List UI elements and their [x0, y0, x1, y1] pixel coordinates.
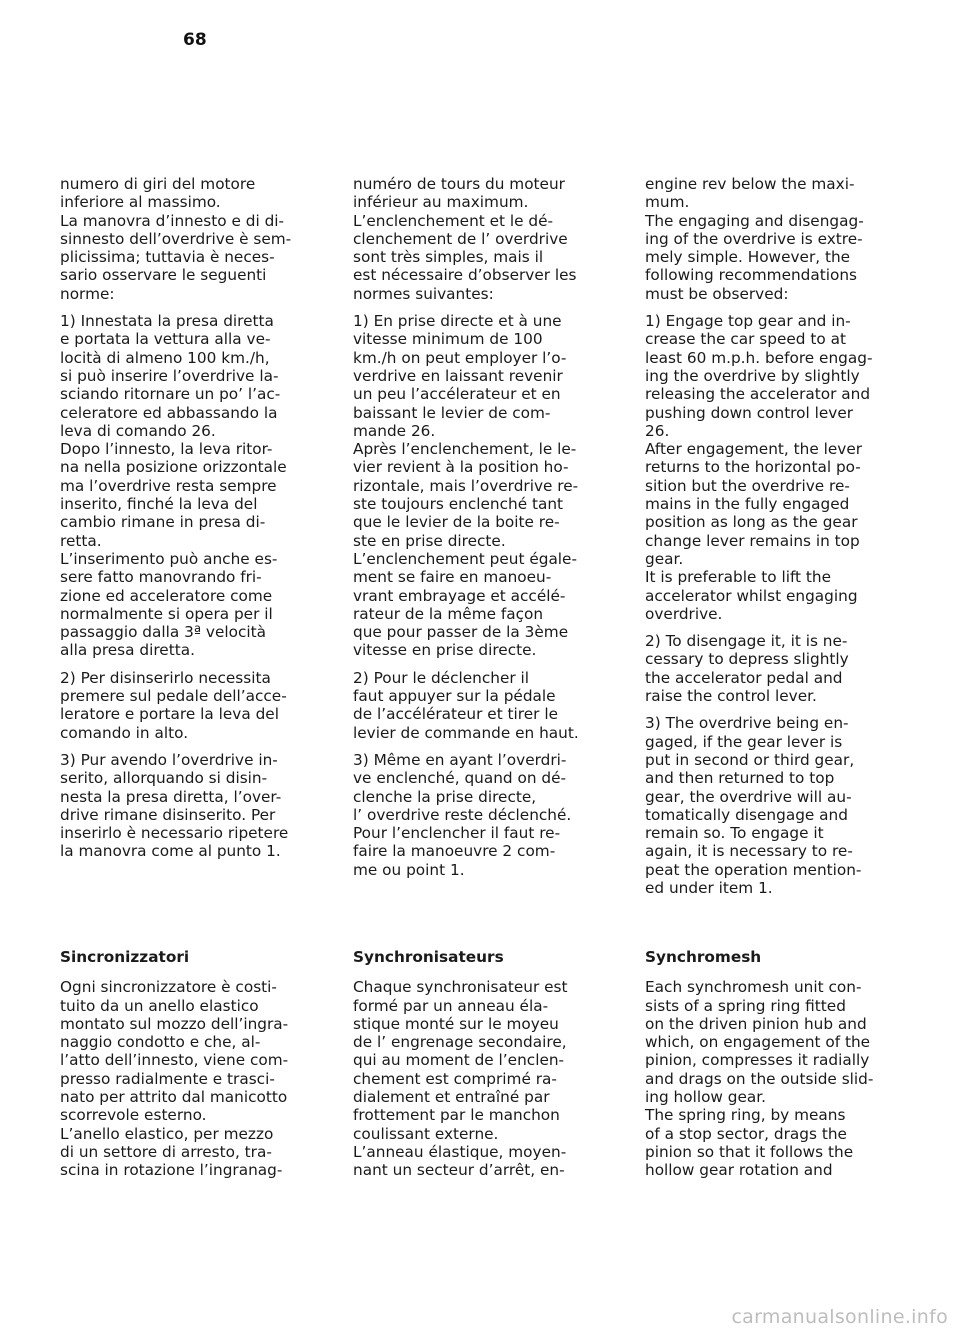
paragraph: 1) En prise directe et à une vitesse minimum de 100 km./h on peut employer l’o- verdrive en laissant revenir un peu l’accélerateur et en baissant le levier de com- mande 26. Après l’enclenchement, le le- vier revient à la position ho- rizontale, mais l’overdrive re- ste toujours enclenché tant que le levier de la boite re- ste en prise directe. L’enclenchement peut égale- ment se faire en manoeu- vrant embrayage et accélé- rateur de la même façon que pour passer de la 3ème vitesse en prise directe. — [353, 312, 579, 660]
paragraph: 3) The overdrive being en- gaged, if the gear lever is put in second or third gear, and then returned to top gear, the overdrive will au- tomatically disengage and remain so. To engage it again, it is necessary to re- peat the operation mention- ed under item 1. — [645, 714, 862, 897]
section-heading: Synchronisateurs — [353, 948, 504, 966]
section-text: Each synchromesh unit con- sists of a spring ring fitted on the driven pinion hub and which, on engagement of the pinion, compresses it radially and drags on the outside slid- ing hollow gear. The spring ring, by means of a stop sector, drags the pinion so that it follows the hollow gear rotation and — [645, 978, 874, 1180]
paragraph: 3) Même en ayant l’overdri- ve enclenché, quand on dé- clenche la prise directe, l’ overdrive reste déclenché. Pour l’enclencher il faut re- faire la manoeuvre 2 com- me ou point 1. — [353, 750, 572, 879]
paragraph: 3) Pur avendo l’overdrive in- serito, allorquando si disin- nesta la presa diretta, l’over- drive rimane disinserito. Per inserirlo è necessario ripetere la manovra come al punto 1. — [60, 750, 289, 861]
paragraph: numero di giri del motore inferiore al massimo. La manovra d’innesto e di di- sinnesto dell’overdrive è sem- plicissima; tuttavia è neces- sario osservare le seguenti norme: — [60, 175, 292, 303]
section-french — [353, 948, 615, 1180]
paragraph: 2) Pour le déclencher il faut appuyer sur la pédale de l’accélérateur et tirer le levier de commande en haut. — [353, 668, 579, 742]
paragraph: engine rev below the maxi- mum. The engaging and disengag- ing of the overdrive is extre- mely simple. However, the following recommendations must be observed: — [645, 175, 864, 303]
paragraph: 1) Innestata la presa diretta e portata la vettura alla ve- locità di almeno 100 km./h, si può inserire l’overdrive la- sciando ritornare un po’ l’ac- celeratore ed abbassando la leva di comando 26. Dopo l’innesto, la leva ritor- na nella posizione orizzontale ma l’overdrive resta sempre inserito, finché la leva del cambio rimane in presa di- retta. L’inserimento può anche es- sere fatto manovrando fri- zione ed acceleratore come normalmente si opera per il passaggio dalla 3ª velocità alla presa diretta. — [60, 312, 287, 660]
section-heading: Synchromesh — [645, 948, 762, 966]
section-text: Chaque synchronisateur est formé par un anneau éla- stique monté sur le moyeu de l’ engrenage secondaire, qui au moment de l’enclen- chement est comprimé ra- dialement et entraîné par frottement par le manchon coulissant externe. L’anneau élastique, moyen- nant un secteur d’arrêt, en- — [353, 978, 568, 1180]
section-italian — [60, 948, 320, 1180]
english-column — [645, 175, 909, 906]
paragraph: 1) Engage top gear and in- crease the car speed to at least 60 m.p.h. before engag- ing the overdrive by slightly releasing the accelerator and pushing down control lever 26. After engagement, the lever returns to the horizontal po- sition but the overdrive re- mains in the fully engaged position as long as the gear change lever remains in top gear. It is preferable to lift the accelerator whilst engaging overdrive. — [645, 312, 873, 623]
section-english — [645, 948, 909, 1180]
section-heading: Sincronizzatori — [60, 948, 190, 966]
paragraph: 2) Per disinserirlo necessita premere sul pedale dell’acce- leratore e portare la leva del comando in alto. — [60, 668, 287, 742]
paragraph: 2) To disengage it, it is ne- cessary to depress slightly the accelerator pedal and raise the control lever. — [645, 632, 849, 706]
section-text: Ogni sincronizzatore è costi- tuito da un anello elastico montato sul mozzo dell’ingra- naggio condotto e che, al- l’atto dell’innesto, viene com- presso radialmente e trasci- nato per attrito dal manicotto scorrevole esterno. L’anello elastico, per mezzo di un settore di arresto, tra- scina in rotazione l’ingranag- — [60, 978, 289, 1180]
watermark: carmanualsonline.info — [731, 1306, 948, 1328]
page-number: 68 — [183, 30, 207, 50]
italian-column — [60, 175, 320, 870]
paragraph: numéro de tours du moteur inférieur au maximum. L’enclenchement et le dé- clenchement de l’ overdrive sont très simples, mais il est nécessaire d’observer les normes suivantes: — [353, 175, 577, 303]
french-column — [353, 175, 615, 888]
